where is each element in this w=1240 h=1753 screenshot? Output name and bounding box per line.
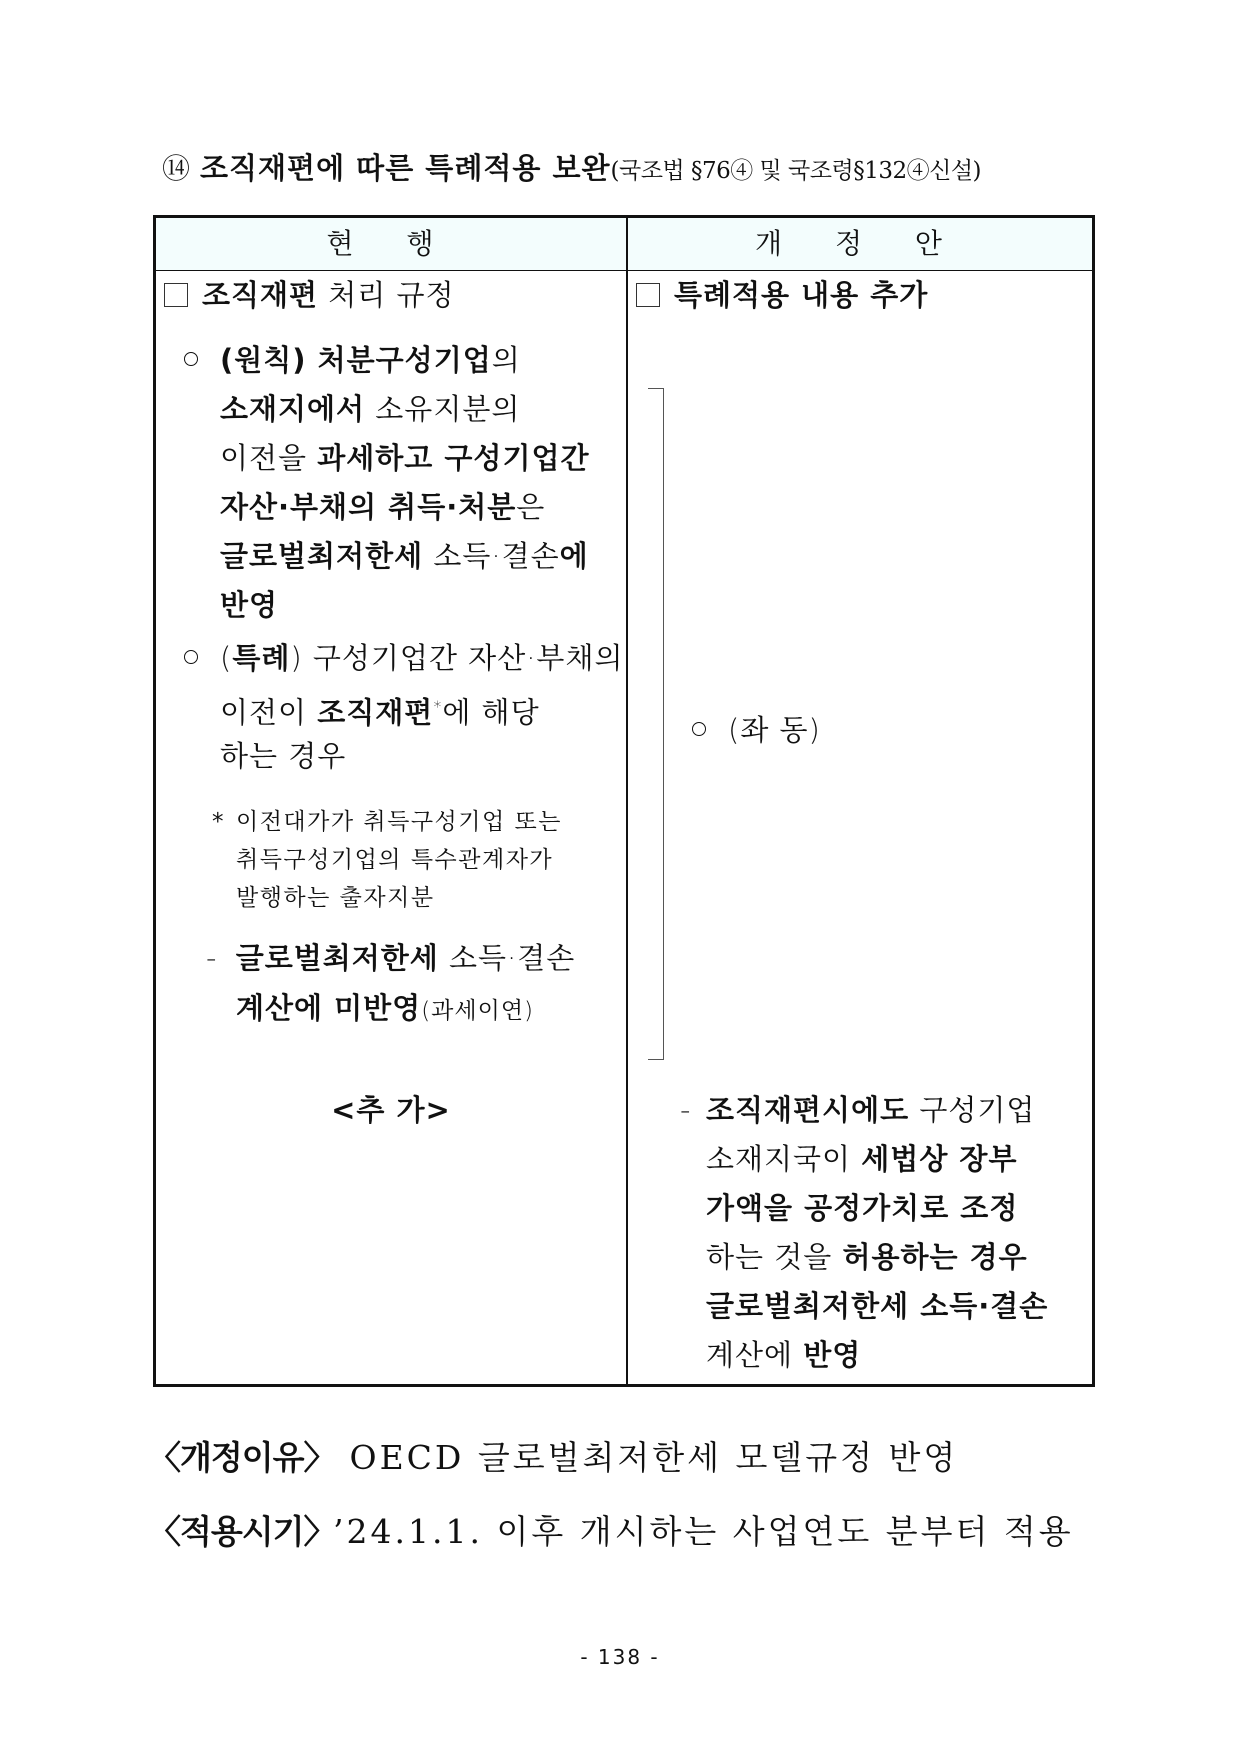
checkbox-square-icon xyxy=(636,283,660,307)
timing-label: 〈적용시기〉 xyxy=(148,1512,320,1551)
header-proposed: 개 정 안 xyxy=(755,227,964,260)
timing-text: ’24.1.1. 이후 개시하는 사업연도 분부터 적용 xyxy=(333,1512,1074,1551)
added-marker: <추 가> xyxy=(331,1093,451,1127)
effective-date xyxy=(148,1506,1074,1553)
text-line: 가액을 공정가치로 조정 xyxy=(706,1191,1019,1225)
reason-label: 〈개정이유〉 xyxy=(148,1438,336,1477)
text-line: 이전이 조직재편*에 해당 xyxy=(220,695,540,730)
section-number: ⑭ xyxy=(162,152,191,185)
circle-bullet-icon xyxy=(184,650,198,664)
current-section-head: 조직재편 처리 규정 xyxy=(164,275,455,315)
footnote-line: 취득구성기업의 특수관계자가 xyxy=(236,847,554,873)
section-title xyxy=(162,146,981,187)
proposed-column xyxy=(628,270,1092,1384)
text-line: 글로벌최저한세 소득·결손 xyxy=(706,1289,1049,1323)
sub-item-line-2: 계산에 미반영(과세이연) xyxy=(236,991,535,1025)
footnote-line: 발행하는 출자지분 xyxy=(236,885,435,911)
text-line: 반영 xyxy=(220,588,279,622)
text-line: 하는 것을 허용하는 경우 xyxy=(706,1240,1028,1274)
proposed-section-head: 특례적용 내용 추가 xyxy=(636,275,928,315)
exception-bullet xyxy=(184,638,220,678)
text-line: (원칙) 처분구성기업의 xyxy=(220,343,521,377)
circle-bullet-icon xyxy=(184,352,198,366)
text-line: 글로벌최저한세 소득·결손에 xyxy=(220,539,589,573)
text-line: 자산·부채의 취득·처분은 xyxy=(220,490,546,524)
text-line: 하는 경우 xyxy=(220,739,347,773)
page-number: - 138 - xyxy=(580,1645,660,1669)
circle-bullet-icon xyxy=(692,722,706,736)
text-line: 계산에 반영 xyxy=(706,1338,862,1372)
current-column xyxy=(156,270,626,1384)
text-line: (특례) 구성기업간 자산·부채의 xyxy=(220,641,624,675)
footnote-line: 이전대가가 취득구성기업 또는 xyxy=(236,809,562,835)
section-title-main: 조직재편에 따른 특례적용 보완 xyxy=(200,151,611,185)
bracket-line xyxy=(648,388,664,1060)
same-as-left: (좌 동) xyxy=(692,710,821,750)
sub-item-line-1: - 글로벌최저한세 소득·결손 xyxy=(206,941,576,975)
footnote-marker: * xyxy=(212,809,225,835)
amendment-reason xyxy=(148,1432,958,1479)
text-line: 이전을 과세하고 구성기업간 xyxy=(220,441,590,475)
section-title-reference: (국조법 §76④ 및 국조령§132④신설) xyxy=(610,158,982,184)
text-line: 조직재편시에도 구성기업 xyxy=(706,1093,1036,1127)
new-item-dash: - xyxy=(680,1093,692,1127)
header-current: 현 행 xyxy=(326,227,456,260)
text-line: 소재지국이 세법상 장부 xyxy=(706,1142,1018,1176)
comparison-table xyxy=(153,215,1095,1387)
text-line: 소재지에서 소유지분의 xyxy=(220,392,521,426)
principle-bullet xyxy=(184,340,220,380)
checkbox-square-icon xyxy=(164,283,188,307)
reason-text: OECD 글로벌최저한세 모델규정 반영 xyxy=(349,1438,959,1477)
table-header-row xyxy=(156,218,1092,271)
